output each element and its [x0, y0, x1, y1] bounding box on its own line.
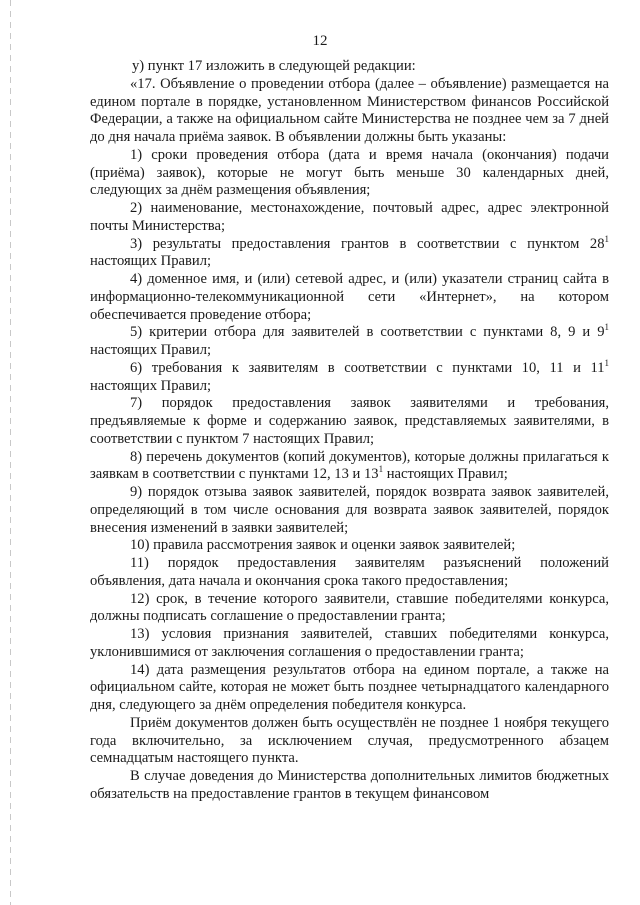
list-item-14: 14) дата размещения результатов отбора на едином портале, а также на официальном сайте, которая не может быть позднее четырнадцатого календарного дня, следующего за днём определения победителя конкурса.	[90, 661, 609, 713]
superscript: 1	[604, 357, 609, 368]
list-item-3: 3) результаты предоставления грантов в соответствии с пунктом $28^1$ настоящих Правил;	[90, 233, 609, 270]
list-item-13: 13) условия признания заявителей, ставших победителями конкурса, уклонившимися от заключения соглашения о предоставлении гранта;	[90, 626, 609, 660]
list-item-7: 7) порядок предоставления заявок заявителями и требования, предъявляемые к форме и содержанию заявок, представляемых заявителями, в соответствии с пунктом 7 настоящих Правил;	[90, 395, 609, 447]
list-item-10: 10) правила рассмотрения заявок и оценки заявок заявителей;	[130, 537, 516, 554]
list-item-9: 9) порядок отзыва заявок заявителей, порядок возврата заявок заявителей, определяющий в том числе основания для возврата заявок заявителей, порядок внесения изменений в заявки заявителей;	[90, 484, 609, 536]
superscript: 1	[378, 464, 384, 475]
paragraph-intro: у) пункт 17 изложить в следующей редакции:	[132, 58, 416, 74]
list-item-6: 6) требования к заявителям в соответствии с пунктами 10, 11 и $11^1$ настоящих Правил;	[90, 357, 609, 394]
list-item-2: 2) наименование, местонахождение, почтовый адрес, адрес электронной почты Министерства;	[90, 200, 609, 234]
paragraph-item-17: «17. Объявление о проведении отбора (далее – объявление) размещается на едином портале в порядке, установленном Министерством финансов Российской Федерации, а также на официальном сайте Министерства не позднее чем за 7 дней до дня начала приёма заявок. В объявлении должны быть указаны:	[90, 75, 609, 145]
list-item-4: 4) доменное имя, и (или) сетевой адрес, и (или) указатели страниц сайта в информационно-телекоммуникационной сети «Интернет», на котором обеспечивается проведение отбора;	[90, 271, 609, 323]
superscript: 1	[604, 322, 609, 333]
page-number: 12	[312, 33, 328, 49]
list-item-12: 12) срок, в течение которого заявители, ставшие победителями конкурса, должны подписать соглашение о предоставлении гранта;	[90, 590, 609, 625]
paragraph-additional-limits: В случае доведения до Министерства дополнительных лимитов бюджетных обязательств на предоставление грантов в текущем финансовом	[90, 768, 609, 802]
superscript: 1	[604, 233, 609, 244]
page-edge-line	[10, 0, 11, 905]
list-item-11: 11) порядок предоставления заявителям разъяснений положений объявления, дата начала и окончания срока такого предоставления;	[90, 555, 609, 589]
list-item-5: 5) критерии отбора для заявителей в соответствии с пунктами 8, 9 и $9^1$ настоящих Правил;	[90, 322, 609, 358]
list-item-1: 1) сроки проведения отбора (дата и время начала (окончания) подачи (приёма) заявок), которые не могут быть меньше 30 календарных дней, следующих за днём размещения объявления;	[90, 146, 609, 199]
list-item-8: 8) перечень документов (копий документов), которые должны прилагаться к заявкам в соответствии с пунктами 12, 13 и $13^1$ настоящих Правил;	[90, 448, 609, 483]
paragraph-deadline: Приём документов должен быть осуществлён не позднее 1 ноября текущего года включительно, за исключением случая, предусмотренного абзацем семнадцатым настоящего пункта.	[90, 714, 609, 767]
document-body	[90, 58, 609, 804]
